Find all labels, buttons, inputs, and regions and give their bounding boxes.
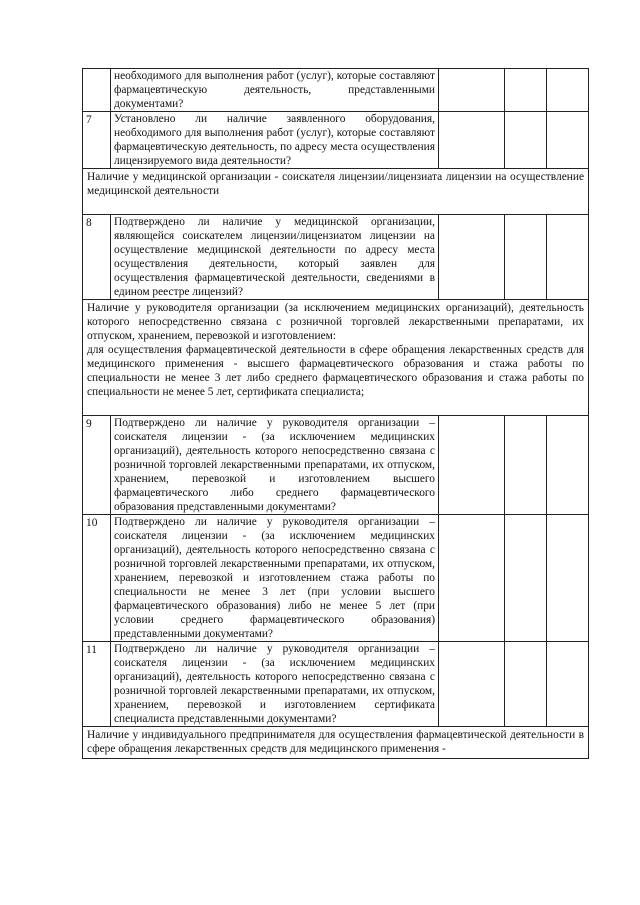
answer-cell[interactable] xyxy=(439,112,505,169)
table-row xyxy=(83,642,589,727)
answer-cell[interactable] xyxy=(439,515,505,642)
question-text: необходимого для выполнения работ (услуг), которые составляют фармацевтическую деятельность, представленными документами? xyxy=(111,69,439,112)
section-heading xyxy=(83,300,589,416)
table-row xyxy=(83,69,589,112)
table-row xyxy=(83,112,589,169)
section-heading xyxy=(83,727,589,759)
question-text: Подтверждено ли наличие у руководителя организации – соискателя лицензии - (за исключением медицинских организаций), деятельность которого непосредственно связана с розничной торговлей лекарственными препаратами, их отпуском, хранением, перевозкой и изготовлением сертификата специалиста представленными документами? xyxy=(111,642,439,727)
table-row xyxy=(83,215,589,300)
section-heading xyxy=(83,169,589,215)
document-page xyxy=(82,68,588,759)
answer-cell[interactable] xyxy=(505,416,547,515)
answer-cell[interactable] xyxy=(505,515,547,642)
answer-cell[interactable] xyxy=(439,215,505,300)
section-spacer xyxy=(87,399,584,413)
item-number: 8 xyxy=(83,215,111,300)
answer-cell[interactable] xyxy=(505,642,547,727)
section-row xyxy=(83,169,589,215)
item-number: 10 xyxy=(83,515,111,642)
table-row xyxy=(83,515,589,642)
section-text: для осуществления фармацевтической деятельности в сфере обращения лекарственных средств для медицинского применения - высшего фармацевтического образования и стажа работы по специальности не менее 3 лет либо среднего фармацевтического образования и стажа работы по специальности не менее 5 лет, сертификата специалиста; xyxy=(87,344,584,398)
question-text: Подтверждено ли наличие у руководителя организации – соискателя лицензии - (за исключением медицинских организаций), деятельность которого непосредственно связана с розничной торговлей лекарственными препаратами, их отпуском, хранением, перевозкой и изготовлением стажа работы по специальности не менее 3 лет (при условии высшего фармацевтического образования) либо не менее 5 лет (при условии среднего фармацевтического образования) представленными документами? xyxy=(111,515,439,642)
answer-cell[interactable] xyxy=(439,69,505,112)
answer-cell[interactable] xyxy=(505,215,547,300)
notes-cell[interactable] xyxy=(547,112,589,169)
answer-cell[interactable] xyxy=(439,642,505,727)
question-text: Подтверждено ли наличие у руководителя организации – соискателя лицензии - (за исключением медицинских организаций), деятельность которого непосредственно связана с розничной торговлей лекарственными препаратами, их отпуском, хранением, перевозкой и изготовлением высшего фармацевтического либо среднего фармацевтического образования представленными документами? xyxy=(111,416,439,515)
item-number: 9 xyxy=(83,416,111,515)
answer-cell[interactable] xyxy=(505,112,547,169)
section-spacer xyxy=(87,198,584,212)
notes-cell[interactable] xyxy=(547,515,589,642)
notes-cell[interactable] xyxy=(547,69,589,112)
question-text: Подтверждено ли наличие у медицинской организации, являющейся соискателем лицензии/лицензиатом лицензии на осуществление медицинской деятельности по адресу места осуществления деятельности, который заявлен для осуществления фармацевтической деятельности, сведениями в едином реестре лицензий? xyxy=(111,215,439,300)
notes-cell[interactable] xyxy=(547,642,589,727)
item-number xyxy=(83,69,111,112)
answer-cell[interactable] xyxy=(505,69,547,112)
item-number: 7 xyxy=(83,112,111,169)
checklist-table xyxy=(82,68,589,759)
section-text: Наличие у индивидуального предпринимателя для осуществления фармацевтической деятельности в сфере обращения лекарственных средств для медицинского применения - xyxy=(87,729,584,755)
table-row xyxy=(83,416,589,515)
section-text: Наличие у руководителя организации (за исключением медицинских организаций), деятельность которого непосредственно связана с розничной торговлей лекарственными препаратами, их отпуском, хранением, перевозкой и изготовлением: xyxy=(87,302,584,342)
notes-cell[interactable] xyxy=(547,215,589,300)
item-number: 11 xyxy=(83,642,111,727)
question-text: Установлено ли наличие заявленного оборудования, необходимого для выполнения работ (услуг), которые составляют фармацевтическую деятельность, по адресу места осуществления лицензируемого вида деятельности? xyxy=(111,112,439,169)
section-row xyxy=(83,727,589,759)
answer-cell[interactable] xyxy=(439,416,505,515)
notes-cell[interactable] xyxy=(547,416,589,515)
section-row xyxy=(83,300,589,416)
section-text: Наличие у медицинской организации - соискателя лицензии/лицензиата лицензии на осуществление медицинской деятельности xyxy=(87,171,584,197)
